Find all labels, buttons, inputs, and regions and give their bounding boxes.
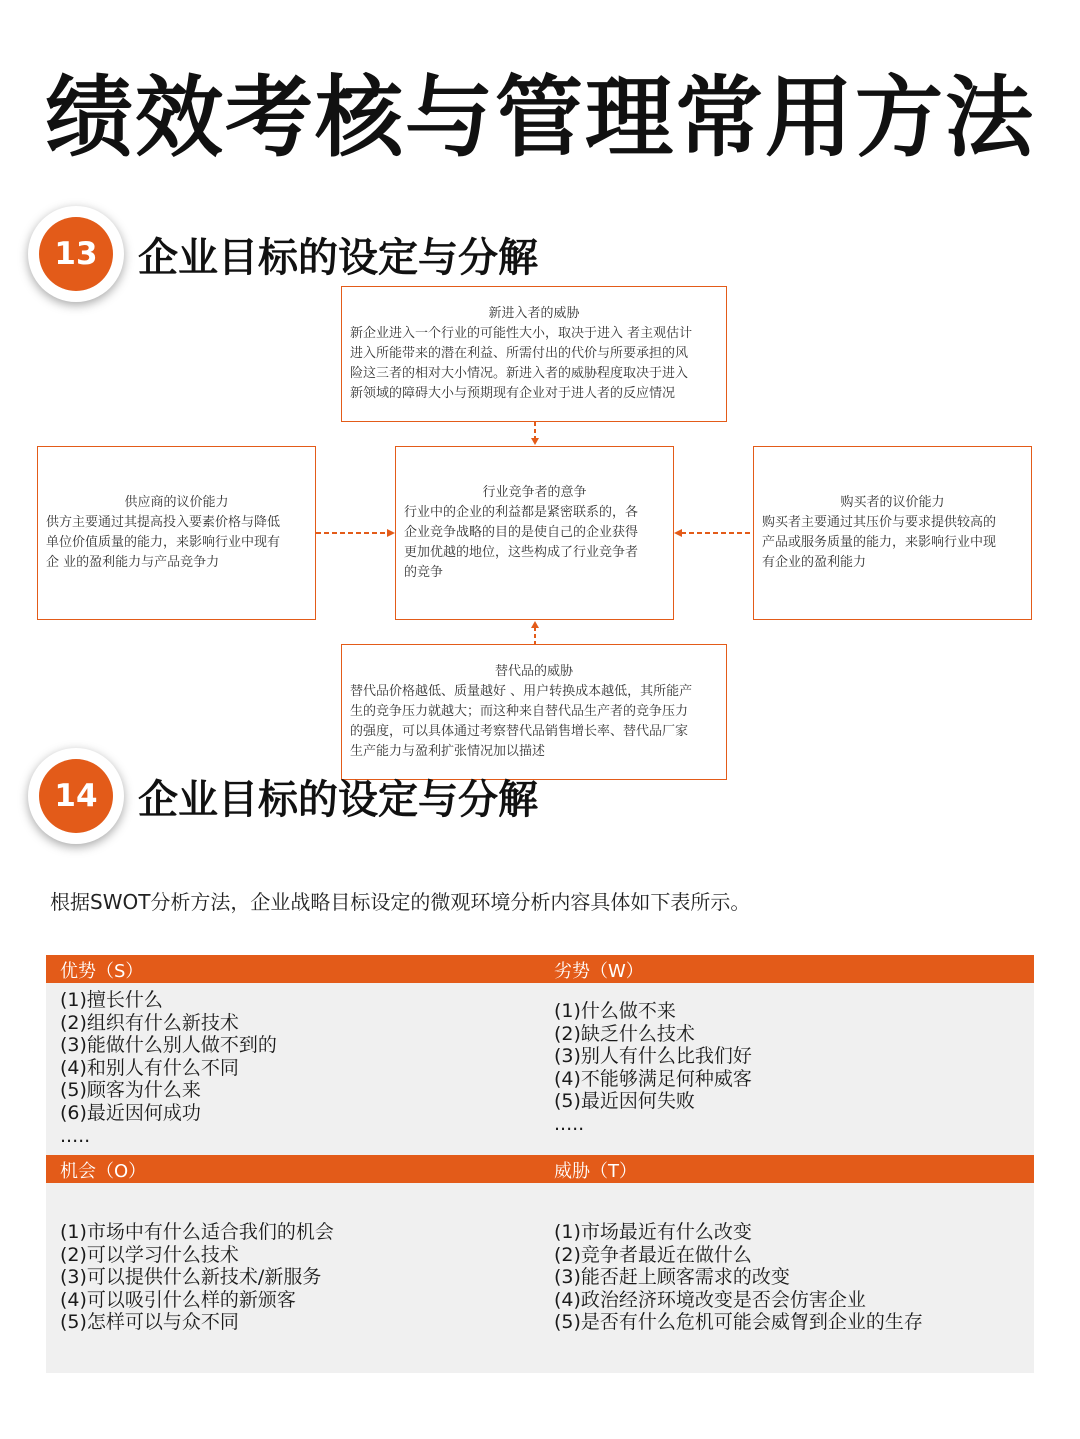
swot-header-row: [46, 1155, 1034, 1183]
list-item: (4)不能够满足何种威客: [554, 1067, 752, 1090]
box-line: 的竞争: [404, 565, 444, 580]
list-item: (2)可以学习什么技术: [60, 1243, 239, 1266]
strengths-header: 优势（S）: [60, 961, 144, 982]
box-title: 供应商的议价能力: [124, 495, 229, 510]
box-line: 生产能力与盈利扩张情况加以描述: [350, 744, 546, 759]
list-item: (3)能否赶上顾客需求的改变: [554, 1266, 790, 1289]
box-line: 新领域的障碍大小与预期现有企业对于进人者的反应情况: [350, 386, 676, 401]
box-line: 企业竞争战略的目的是使自己的企业获得: [404, 525, 639, 540]
box-line: 购买者主要通过其压价与要求提供较高的: [762, 515, 997, 530]
weaknesses-header: 劣势（W）: [554, 961, 644, 982]
list-item: (6)最近因何成功: [60, 1101, 201, 1124]
section-title: 企业目标的设定与分解: [138, 777, 538, 823]
industry-rivalry-box: [395, 446, 674, 620]
section-number-badge: 13: [39, 217, 113, 291]
threats-header: 威胁（T）: [554, 1161, 637, 1182]
buyer-power-box: [753, 446, 1032, 620]
arrow-left-icon: [674, 526, 753, 540]
threat-new-entrants-box: [341, 286, 727, 422]
box-title: 新进入者的威胁: [488, 306, 580, 321]
swot-table: [46, 955, 1034, 1373]
box-line: 险这三者的相对大小情况。新进入者的威胁程度取决于进入: [350, 366, 689, 381]
supplier-power-box: [37, 446, 316, 620]
section-title: 企业目标的设定与分解: [138, 235, 538, 281]
opportunities-list: [60, 1221, 334, 1334]
list-item: (2)组织有什么新技术: [60, 1011, 239, 1034]
box-title: 行业竞争者的意争: [482, 485, 587, 500]
arrow-up-icon: [528, 620, 542, 644]
list-item: (1)擅长什么: [60, 989, 163, 1011]
box-line: 行业中的企业的利益都是紧密联系的，各: [404, 505, 639, 520]
list-item: (4)可以吸引什么样的新颁客: [60, 1288, 296, 1311]
list-item: (4)和别人有什么不同: [60, 1056, 239, 1079]
box-line: 单位价值质量的能力，来影响行业中现有: [46, 535, 281, 550]
list-item: (1)市场中有什么适合我们的机会: [60, 1221, 334, 1243]
swot-body-row: [46, 1183, 1034, 1373]
section-number-badge: 14: [39, 759, 113, 833]
box-line: 的强度，可以具体通过考察替代品销售增长率、替代品厂家: [350, 724, 689, 739]
badge-ring: [28, 206, 124, 302]
opportunities-header: 机会（O）: [60, 1161, 147, 1182]
box-line: 生的竞争压力就越大；而这种来自替代品生产者的竞争压力: [350, 704, 689, 719]
box-line: 新企业进入一个行业的可能性大小，取决于进入 者主观估计: [350, 326, 693, 341]
list-item: (1)市场最近有什么改变: [554, 1221, 752, 1243]
box-line: 进入所能带来的潜在利益、所需付出的代价与所要承担的风: [350, 346, 689, 361]
swot-body-row: [46, 983, 1034, 1155]
list-item: (5)是否有什么危机可能会威胷到企业的生存: [554, 1311, 923, 1334]
badge-ring: [28, 748, 124, 844]
list-item: (3)别人有什么比我们好: [554, 1045, 752, 1068]
list-item: .....: [60, 1124, 91, 1147]
list-item: .....: [554, 1112, 585, 1135]
page-title: 绩效考核与管理常用方法: [44, 66, 1035, 169]
strengths-list: [60, 989, 277, 1147]
threats-list: [554, 1221, 923, 1334]
list-item: (2)缺乏什么技术: [554, 1022, 695, 1045]
list-item: (2)竞争者最近在做什么: [554, 1243, 752, 1266]
list-item: (5)顾客为什么来: [60, 1079, 201, 1102]
box-line: 产品或服务质量的能力，来影响行业中现: [762, 535, 997, 550]
arrow-down-icon: [528, 422, 542, 446]
list-item: (1)什么做不来: [554, 1000, 676, 1022]
box-line: 更加优越的地位，这些构成了行业竞争者: [404, 545, 639, 560]
swot-header-row: [46, 955, 1034, 983]
box-title: 替代品的威胁: [494, 664, 573, 679]
list-item: (5)怎样可以与众不同: [60, 1311, 239, 1334]
box-title: 购买者的议价能力: [840, 495, 945, 510]
arrow-right-icon: [316, 526, 395, 540]
list-item: (3)可以提供什么新技术/新服务: [60, 1266, 322, 1289]
list-item: (5)最近因何失败: [554, 1090, 695, 1113]
box-line: 有企业的盈利能力: [762, 555, 867, 570]
intro-text: 根据SWOT分析方法，企业战略目标设定的微观环境分析内容具体如下表所示。: [50, 890, 751, 914]
weaknesses-list: [554, 1000, 752, 1136]
box-line: 企 业的盈利能力与产品竞争力: [46, 555, 220, 570]
list-item: (3)能做什么别人做不到的: [60, 1034, 277, 1057]
box-line: 供方主要通过其提高投入要素价格与降低: [46, 515, 281, 530]
list-item: (4)政治经济环境改变是否会仿害企业: [554, 1288, 866, 1311]
box-line: 替代品价格越低、质量越好 、用户转换成本越低，其所能产: [350, 684, 693, 699]
section-14-header: [28, 748, 588, 848]
